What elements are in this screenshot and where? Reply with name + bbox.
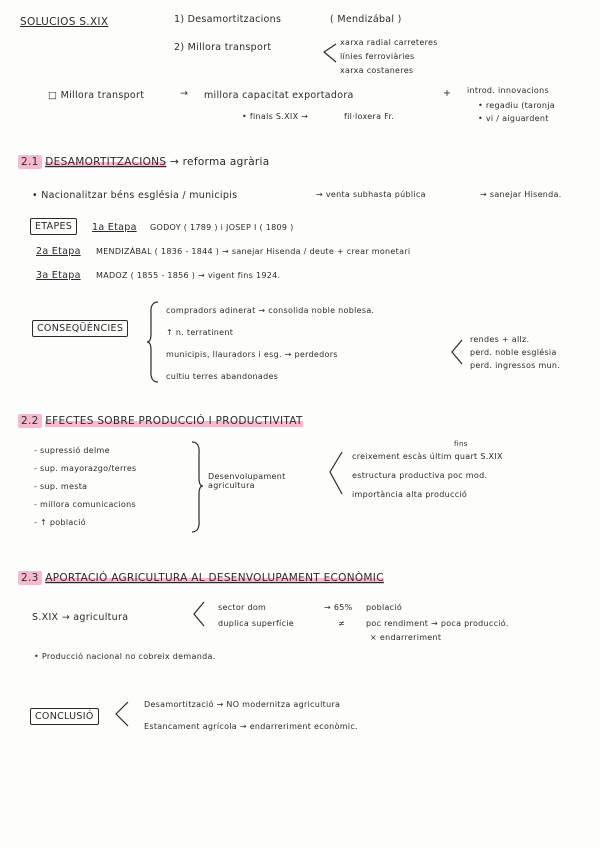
perd-item: perd. ingressos mun. [470,361,561,370]
consequence-item: compradors adinerat → consolida noble noblesa. [166,306,375,315]
etapa-2-label: 2a Etapa [36,246,81,257]
backwardness: × endarreriment [370,633,442,642]
consequence-item: ↑ n. terratinent [166,328,234,337]
filoxera: fil·loxera Fr. [344,112,395,121]
point-1: 1) Desamortitzacions [174,14,282,25]
section-2-2-heading: 2.2 EFECTES SOBRE PRODUCCIÓ I PRODUCTIVITAT [18,415,303,427]
surface-line: duplica superfície [218,619,295,628]
sector-line: sector dom [218,603,267,612]
transport-mid: millora capacitat exportadora [204,90,354,101]
etapes-label: ETAPES [30,218,77,235]
innovations: introd. innovacions [467,86,549,95]
not-equal-icon: ≠ [338,619,346,628]
point-2: 2) Millora transport [174,42,272,53]
sector-line: població [366,603,403,612]
effect-cause: - ↑ població [34,518,86,527]
conclusion-line: Desamortització → NO modernitza agricultura [144,700,341,709]
transport-item: xarxa costaneres [340,66,414,75]
section-2-1-heading: 2.1 DESAMORTITZACIONS → reforma agrària [18,156,270,168]
effect-cause: - sup. mayorazgo/terres [34,464,137,473]
conclusion-line: Estancament agrícola → endarreriment econòmic. [144,722,358,731]
etapa-1-text: GODOY ( 1789 ) i JOSEP I ( 1809 ) [150,223,294,232]
effect-cause: - supressió delme [34,446,110,455]
point-1-note: ( Mendizábal ) [330,14,402,25]
surface-line: poc rendiment → poca producció. [366,619,509,628]
consequence-item: municipis, llauradors i esg. → perdedors [166,350,338,359]
left-arrow-brace-icon [190,600,206,630]
etapa-2-text: MENDIZÁBAL ( 1836 - 1844 ) → sanejar Hisenda / deute + crear monetari [96,247,411,256]
finals-sxix: • finals S.XIX → [242,112,309,121]
section-2-3-heading: 2.3 APORTACIÓ AGRICULTURA AL DESENVOLUPAMENT ECONÒMIC [18,572,384,584]
perd-item: rendes + allz. [470,335,530,344]
brace-icon [146,300,160,384]
transport-item: xarxa radial carreteres [340,38,438,47]
effect-cause: - sup. mesta [34,482,88,491]
fins-note: fins [454,440,468,448]
right-brace-icon [190,440,204,534]
page-title: SOLUCIOS S.XIX [20,16,109,28]
demand-line: • Producció nacional no cobreix demanda. [34,652,216,661]
effect-result: estructura productiva poc mod. [352,471,488,480]
conclusio-label: CONCLUSIÓ [30,708,99,725]
innovation-item: • regadiu (taronja [478,101,555,110]
sxix-agriculture: S.XIX → agricultura [32,612,129,623]
left-arrow-brace-icon [112,700,130,730]
effect-result: importància alta producció [352,490,468,499]
left-arrow-brace-icon [326,450,344,496]
effect-result: creixement escàs últim quart S.XIX [352,452,503,461]
nationalize-c: → sanejar Hisenda. [480,190,562,199]
effect-cause: - millora comunicacions [34,500,136,509]
nationalize-b: → venta subhasta pública [316,190,426,199]
nationalize-line: • Nacionalitzar béns església / municipis [32,190,238,201]
development-label: Desenvolupament agricultura [208,472,286,490]
etapa-1-label: 1a Etapa [92,222,137,233]
left-arrow-brace-icon [318,40,338,70]
innovation-item: • vi / aiguardent [478,114,549,123]
left-arrow-brace-icon [448,338,464,368]
plus-icon: + [443,88,452,99]
consequence-item: cultiu terres abandonades [166,372,279,381]
transport-item: línies ferroviàries [340,52,415,61]
etapa-3-text: MADOZ ( 1855 - 1856 ) → vigent fins 1924. [96,271,281,280]
consequencies-label: CONSEQÜÈNCIES [32,320,128,337]
transport-line: □ Millora transport [48,90,145,101]
perd-item: perd. noble església [470,348,557,357]
sector-line: → 65% [324,603,353,612]
etapa-3-label: 3a Etapa [36,270,81,281]
arrow-icon: → [180,88,189,99]
